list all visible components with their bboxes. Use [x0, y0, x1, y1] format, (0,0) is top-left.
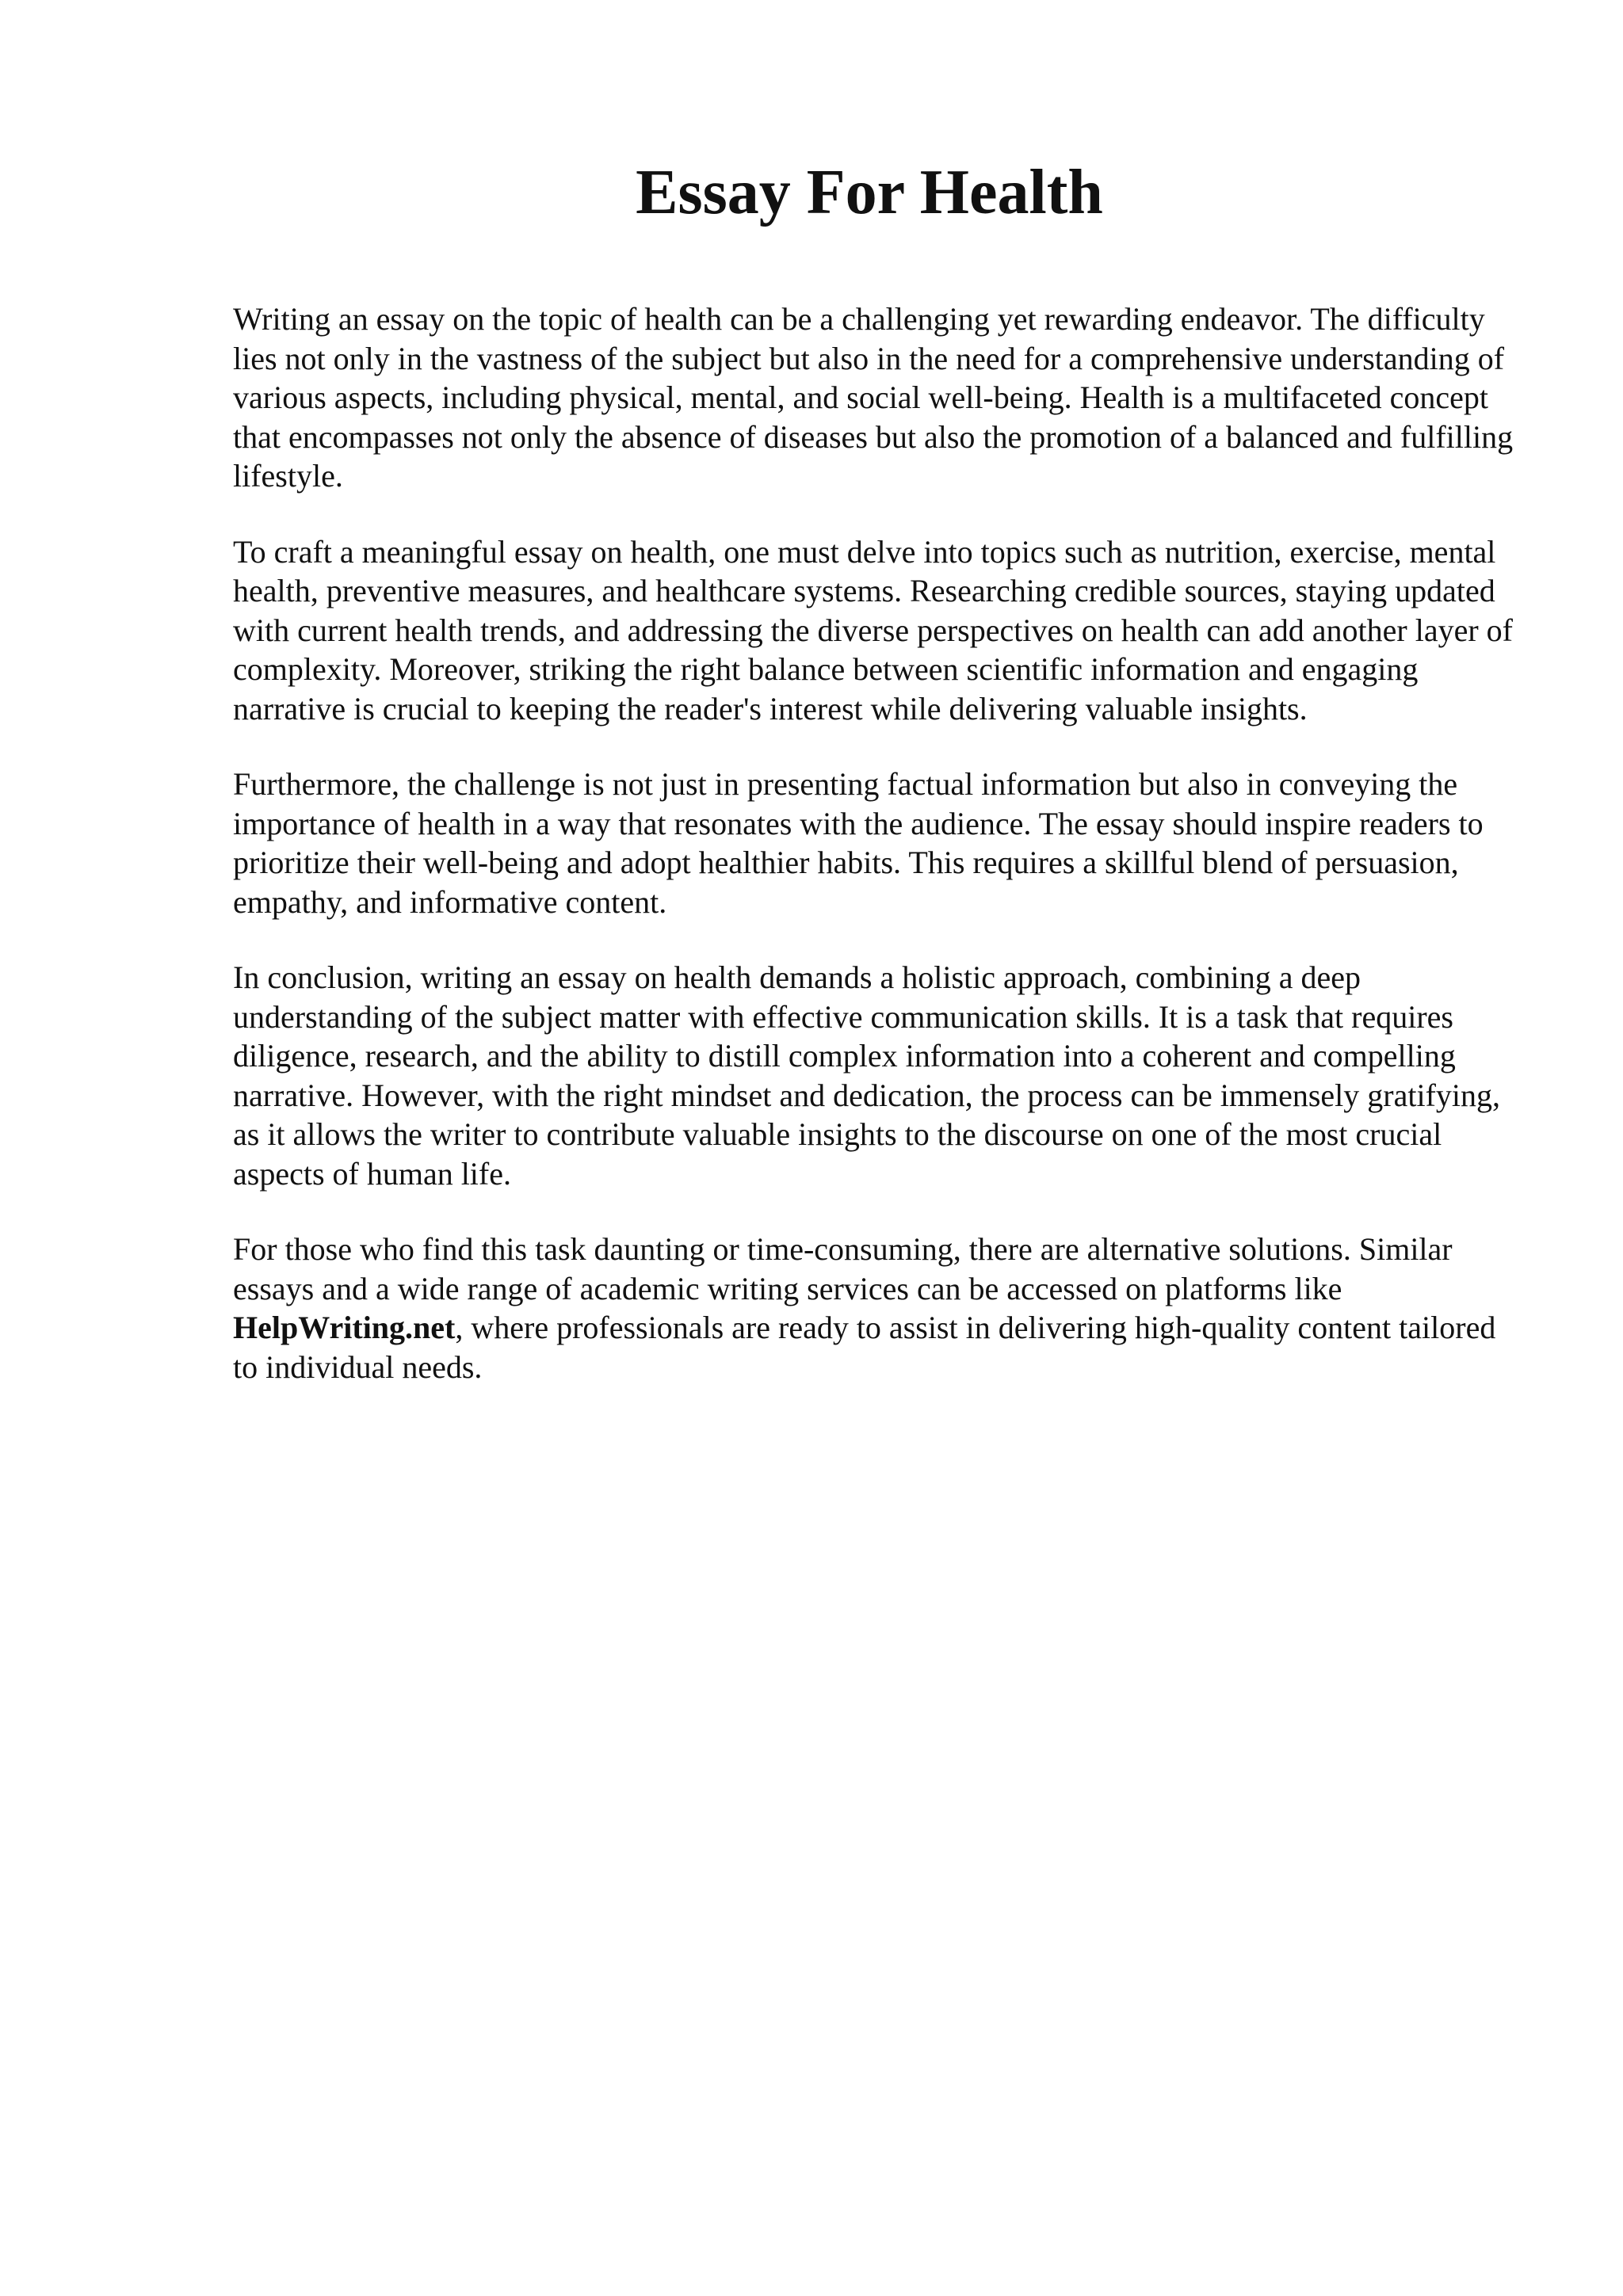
paragraph-conclusion: In conclusion, writing an essay on health demands a holistic approach, combining a deep understanding of the subject matter with effective communication skills. It is a task that requires diligence, research, and the ability to distill complex information into a coherent and compelling narrative. However, with the right mindset and dedication, the process can be immensely gratifying, as it allows the writer to contribute valuable insights to the discourse on one of the most crucial aspects of human life. — [233, 959, 1501, 1192]
helpwriting-link[interactable]: HelpWriting.net — [233, 1310, 456, 1345]
page-title: Essay For Health — [636, 158, 1103, 227]
paragraph-alternatives-text-after: , where professionals are ready to assist in delivering high-quality content tailored to individual needs. — [233, 1310, 1496, 1385]
paragraph-topics: To craft a meaningful essay on health, one must delve into topics such as nutrition, exercise, mental health, preventive measures, and healthcare systems. Researching credible sources, staying updated with current health trends, and addressing the diverse perspectives on health can add another layer of complexity. Moreover, striking the right balance between scientific information and engaging narrative is crucial to keeping the reader's interest while delivering valuable insights. — [233, 533, 1513, 727]
paragraph-challenge: Furthermore, the challenge is not just in presenting factual information but also in conveying the importance of health in a way that resonates with the audience. The essay should inspire readers to prioritize their well-being and adopt healthier habits. This requires a skillful blend of persuasion, empathy, and informative content. — [233, 766, 1484, 920]
paragraph-intro: Writing an essay on the topic of health can be a challenging yet rewarding endeavor. The difficulty lies not only in the vastness of the subject but also in the need for a comprehensive understanding of various aspects, including physical, mental, and social well-being. Health is a multifaceted concept that encompasses not only the absence of diseases but also the promotion of a balanced and fulfilling lifestyle. — [233, 301, 1514, 494]
paragraph-alternatives-text-before: For those who find this task daunting or time-consuming, there are alternative solutions. Similar essays and a wide range of academic writing services can be accessed on platforms like — [233, 1231, 1453, 1306]
essay-body — [233, 299, 1517, 1423]
paragraph-alternatives — [233, 1230, 1517, 1386]
